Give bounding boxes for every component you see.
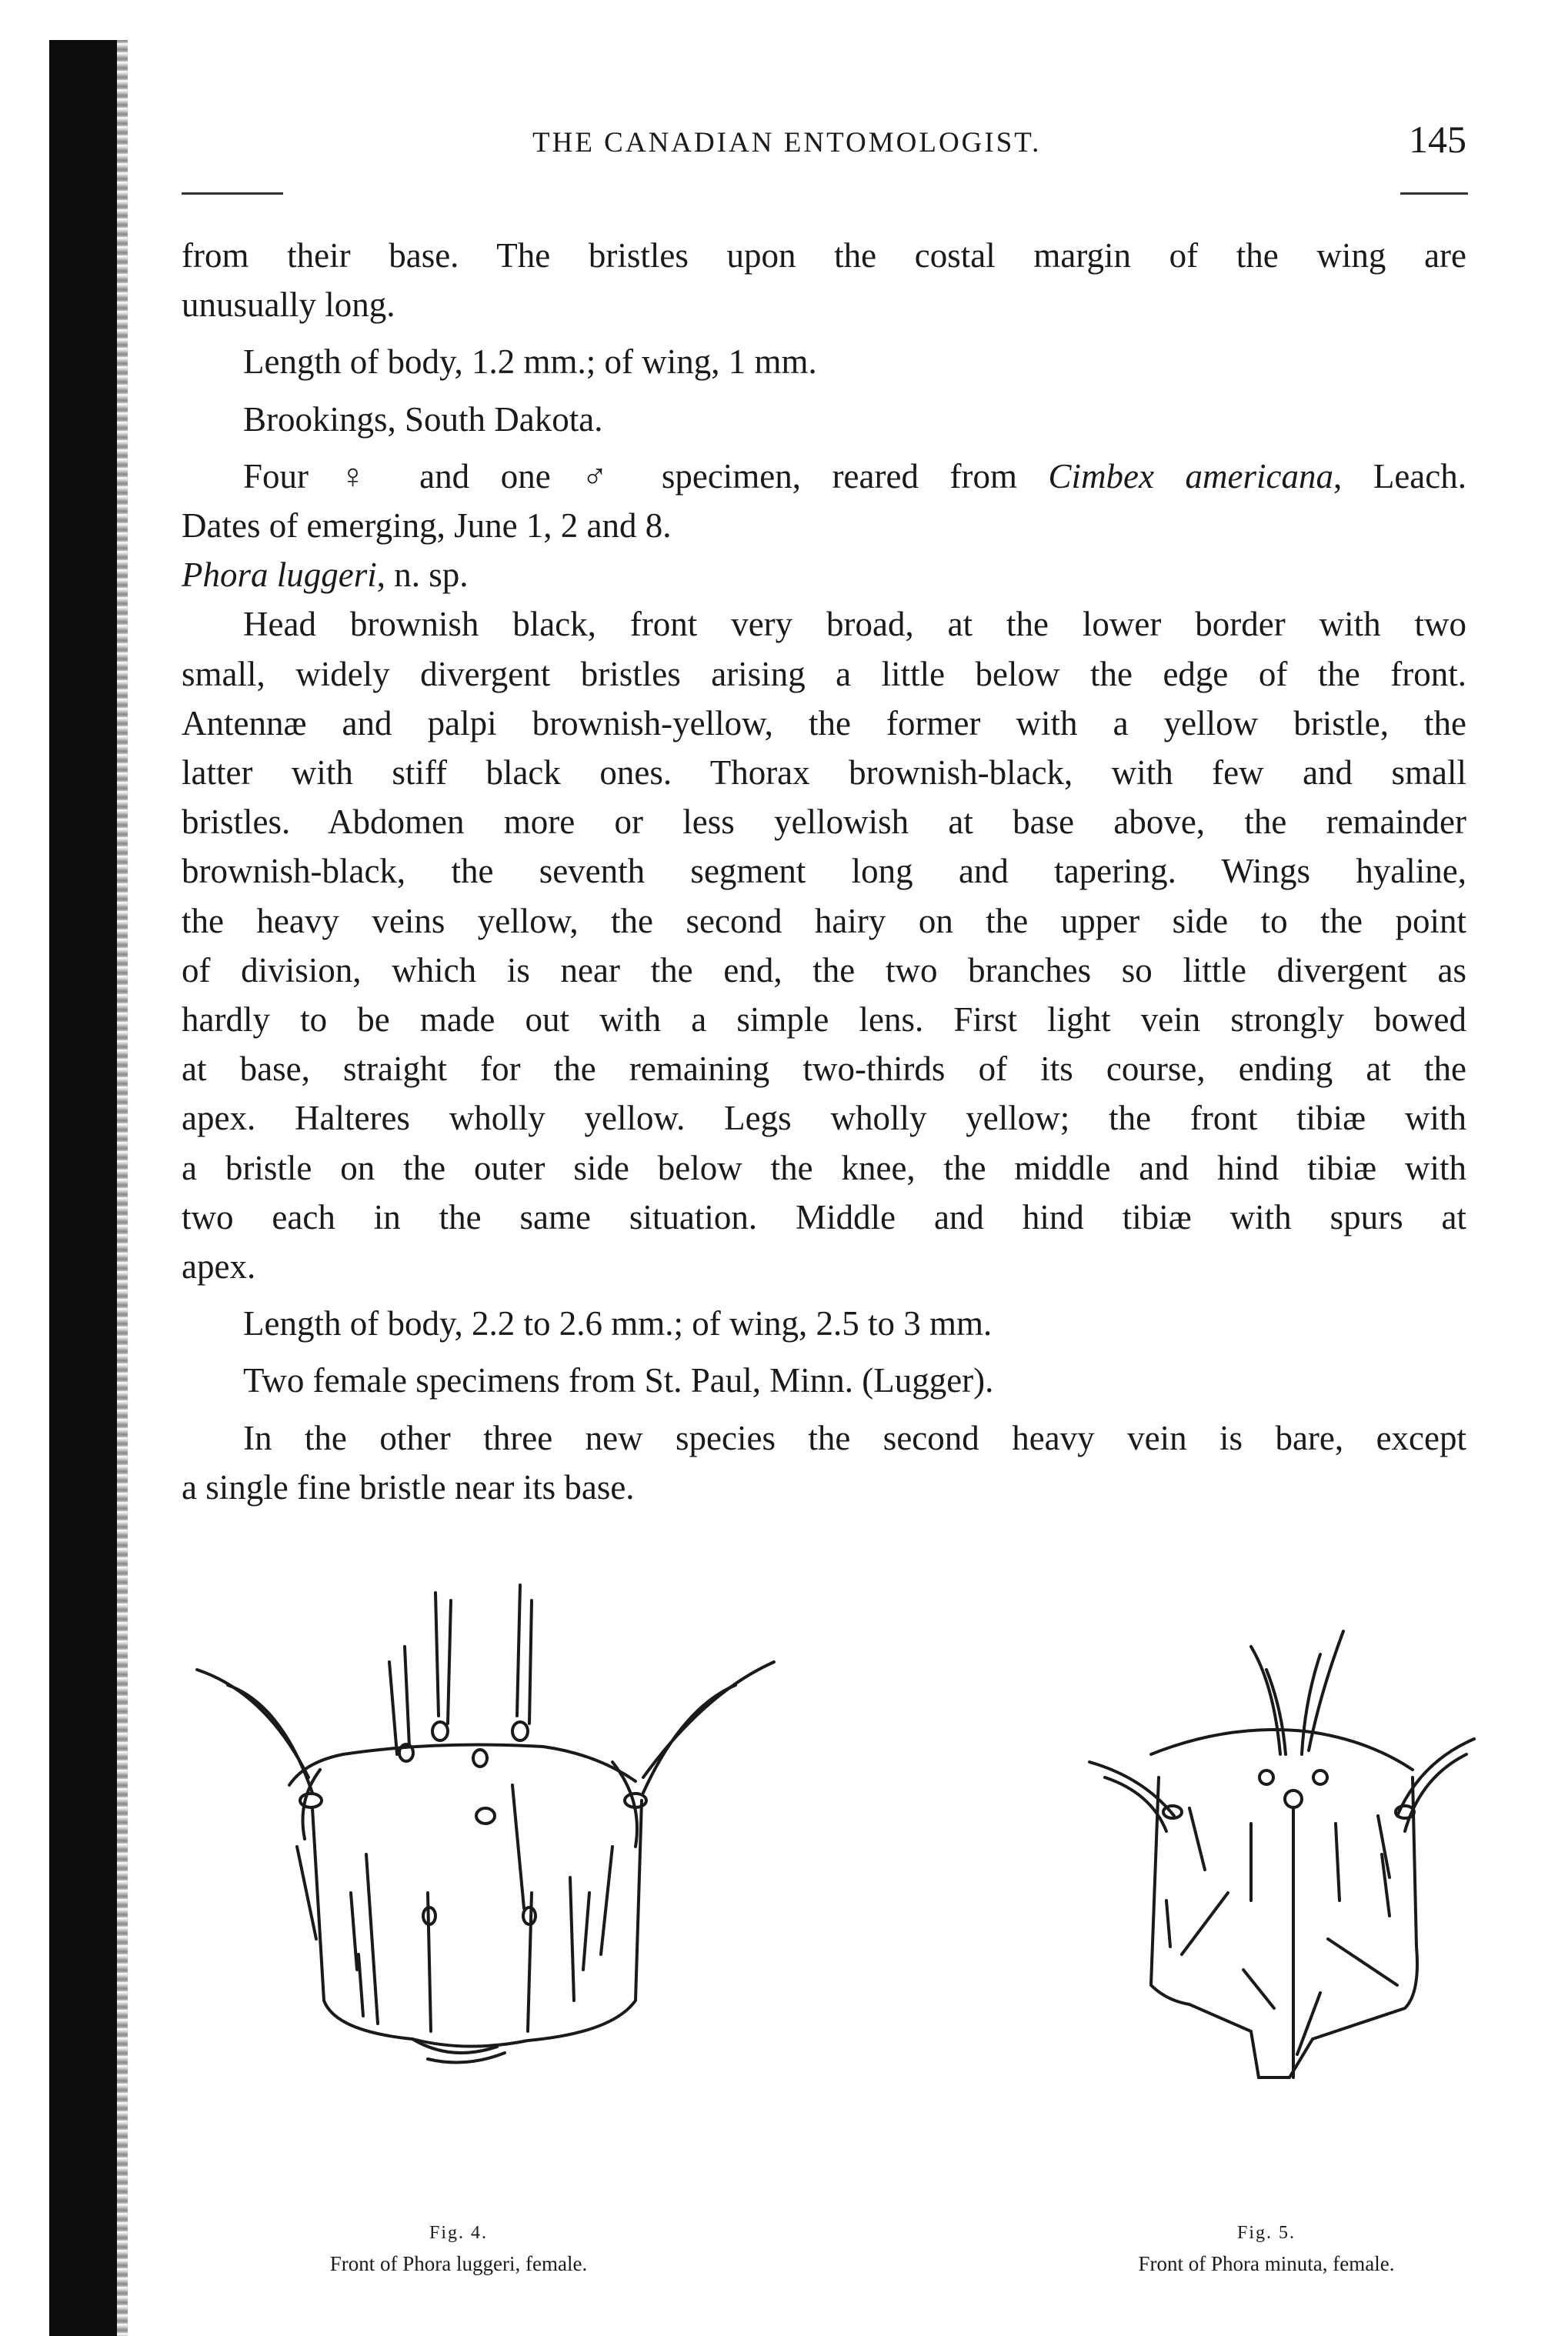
paragraph-specimens bbox=[182, 452, 1466, 501]
description-line: a bristle on the outer side below the knee, the middle and hind tibiæ with bbox=[182, 1148, 1466, 1187]
description-line: hardly to be made out with a simple lens. First light vein strongly bowed bbox=[182, 1000, 1466, 1040]
figure-4-illustration bbox=[182, 1570, 782, 2201]
bristle-socket bbox=[512, 1722, 528, 1740]
book-spine-shadow bbox=[49, 40, 117, 2336]
description-line: latter with stiff black ones. Thorax brownish-black, with few and small bbox=[182, 753, 1466, 793]
description-line: two each in the same situation. Middle and hind tibiæ with spurs at bbox=[182, 1197, 1466, 1236]
paragraph-other-species-line-1: In the other three new species the second heavy vein is bare, except bbox=[243, 1418, 1466, 1457]
ocellus bbox=[1313, 1770, 1327, 1784]
species-suffix: , n. sp. bbox=[376, 556, 469, 595]
head-top-outline bbox=[289, 1745, 636, 1785]
paragraph-other-species-line-2: a single fine bristle near its base. bbox=[182, 1467, 635, 1507]
figure-5-caption bbox=[1059, 2218, 1474, 2279]
description-line: of division, which is near the end, the two branches so little divergent as bbox=[182, 950, 1466, 989]
running-title: THE CANADIAN ENTOMOLOGIST. bbox=[532, 127, 1042, 159]
specimens-text-b: , Leach. bbox=[1333, 456, 1466, 496]
figure-4-caption-text: Front of Phora luggeri, female. bbox=[329, 2252, 588, 2275]
bristle-center-left bbox=[435, 1593, 439, 1716]
description-line: at base, straight for the remaining two-thirds of its course, ending at the bbox=[182, 1050, 1466, 1089]
paragraph-continuation-line-1: from their base. The bristles upon the costal margin of the wing are bbox=[182, 236, 1466, 275]
figure-5-number: Fig. 5. bbox=[1236, 2223, 1296, 2243]
bristle-socket bbox=[432, 1722, 448, 1740]
description-paragraph bbox=[182, 599, 1466, 1291]
description-line: apex. Halteres wholly yellow. Legs wholly yellow; the front tibiæ with bbox=[182, 1099, 1466, 1138]
bristle-left-lateral bbox=[197, 1670, 309, 1777]
description-line: bristles. Abdomen more or less yellowish at base above, the remainder bbox=[182, 803, 1466, 842]
running-head bbox=[182, 118, 1466, 169]
bristle-right-lateral bbox=[643, 1662, 774, 1777]
paragraph-length-1: Length of body, 1.2 mm.; of wing, 1 mm. bbox=[243, 342, 817, 382]
species-heading bbox=[182, 550, 1466, 599]
paragraph-continuation-line-2: unusually long. bbox=[182, 285, 395, 325]
header-rule-left bbox=[182, 192, 283, 195]
ocellus bbox=[1259, 1770, 1273, 1784]
species-name: Phora luggeri bbox=[182, 556, 377, 595]
head-top-outline bbox=[1151, 1730, 1413, 1770]
description-line: brownish-black, the seventh segment long and tapering. Wings hyaline, bbox=[182, 852, 1466, 891]
book-gutter-edge bbox=[117, 40, 128, 2336]
page-number: 145 bbox=[1409, 118, 1466, 161]
description-line: small, widely divergent bristles arising a little below the edge of the front. bbox=[182, 654, 1466, 693]
paragraph-emerging-dates: Dates of emerging, June 1, 2 and 8. bbox=[182, 506, 672, 546]
host-species-name: Cimbex americana bbox=[1048, 456, 1334, 496]
paragraph-length-2: Length of body, 2.2 to 2.6 mm.; of wing, 2.5 to 3 mm. bbox=[243, 1304, 993, 1343]
description-line: the heavy veins yellow, the second hairy on the upper side to the point bbox=[182, 901, 1466, 940]
specimens-text-a: Four ♀ and one ♂ specimen, reared from bbox=[243, 456, 1049, 496]
ocellus bbox=[476, 1808, 495, 1824]
figure-5-illustration bbox=[1074, 1624, 1490, 2208]
ocellus bbox=[1285, 1790, 1302, 1807]
bristle-center-right bbox=[517, 1585, 520, 1716]
paragraph-collection: Two female specimens from St. Paul, Minn. (Lugger). bbox=[243, 1361, 994, 1400]
head-side-outline bbox=[1151, 1777, 1417, 2077]
description-line: apex. bbox=[182, 1247, 256, 1286]
figure-4-number: Fig. 4. bbox=[429, 2223, 488, 2243]
figure-5-caption-text: Front of Phora minuta, female. bbox=[1138, 2252, 1395, 2275]
paragraph-locality: Brookings, South Dakota. bbox=[243, 399, 603, 439]
header-rule-right bbox=[1400, 192, 1468, 195]
description-line: Antennæ and palpi brownish-yellow, the former with a yellow bristle, the bbox=[182, 703, 1466, 743]
description-line: Head brownish black, front very broad, at the lower border with two bbox=[243, 605, 1466, 644]
body-text bbox=[182, 231, 1466, 1512]
figure-4-caption bbox=[259, 2218, 659, 2279]
